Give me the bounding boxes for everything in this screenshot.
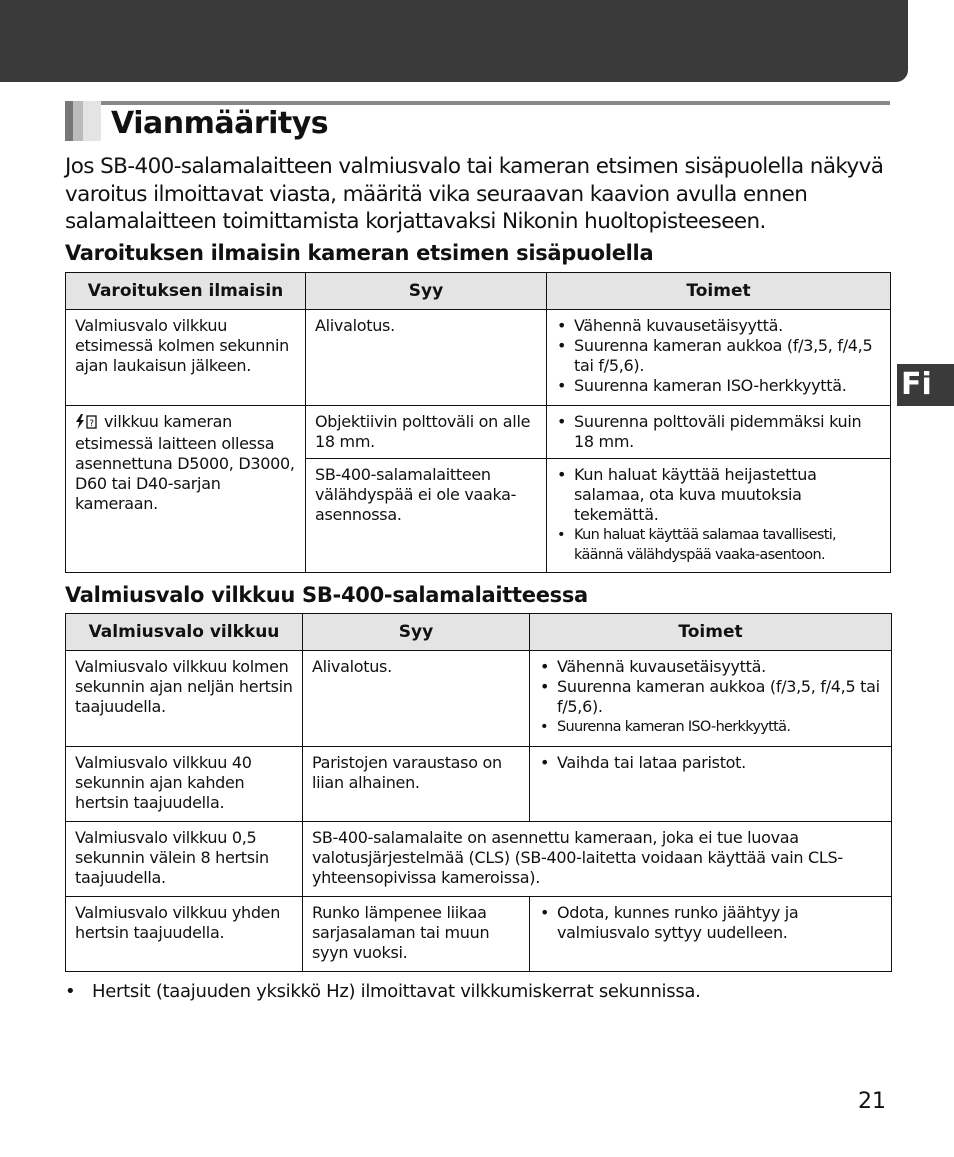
actions-cell [530,651,892,747]
table-header-row [66,614,892,651]
cause-cell: Alivalotus. [303,651,530,747]
list-item: • Vähennä kuvausetäisyyttä. [539,657,883,677]
list-item: • Suurenna polttoväli pidemmäksi kuin 18 mm. [556,412,882,452]
list-item: • Suurenna kameran ISO-herkkyyttä. [556,376,882,396]
intro-paragraph: Jos SB-400-salamalaitteen valmiusvalo tai kameran etsimen sisäpuolella näkyvä varoitus ilmoittavat viasta, määritä vika seuraavan kaavion avulla ennen salamalaitteen toimittamista korjattavaksi Nikonin huoltopisteeseen. [65,154,884,234]
list-item: • Vähennä kuvausetäisyyttä. [556,316,882,336]
page-title: Vianmääritys [111,106,329,141]
table-row [66,406,891,459]
column-header: Syy [306,273,547,310]
footnote-text: Hertsit (taajuuden yksikkö Hz) ilmoittavat vilkkumiskerrat sekunnissa. [92,981,701,1002]
page-number: 21 [858,1089,886,1114]
cause-cell: Alivalotus. [306,310,547,406]
indicator-cell [66,406,306,573]
column-header: Toimet [530,614,892,651]
header-bar [0,0,908,82]
indicator-cell: Valmiusvalo vilkkuu etsimessä kolmen sekunnin ajan laukaisun jälkeen. [66,310,306,406]
column-header: Toimet [547,273,891,310]
indicator-cell: Valmiusvalo vilkkuu 0,5 sekunnin välein 8 hertsin taajuudella. [66,822,303,897]
column-header: Varoituksen ilmaisin [66,273,306,310]
list-item: • Suurenna kameran aukkoa (f/3,5, f/4,5 tai f/5,6). [556,336,882,376]
actions-cell [530,747,892,822]
table-header-row [66,273,891,310]
cause-cell: Runko lämpenee liikaa sarjasalaman tai muun syyn vuoksi. [303,897,530,972]
cause-cell: SB-400-salamalaitteen välähdyspää ei ole vaaka-asennossa. [306,459,547,573]
table-row [66,897,892,972]
actions-cell [547,310,891,406]
indicator-cell: Valmiusvalo vilkkuu kolmen sekunnin ajan neljän hertsin taajuudella. [66,651,303,747]
column-header: Syy [303,614,530,651]
language-tab: Fi [897,364,954,406]
viewfinder-warning-table [65,272,891,573]
indicator-text: vilkkuu kameran etsimessä laitteen ollessa asennettuna D5000, D3000, D60 tai D40-sarjan kameraan. [75,412,295,513]
indicator-cell: Valmiusvalo vilkkuu yhden hertsin taajuudella. [66,897,303,972]
actions-cell [530,897,892,972]
list-item: • Vaihda tai lataa paristot. [539,753,883,773]
table-row [66,747,892,822]
footnote [65,981,895,1002]
section-heading-sb400: Valmiusvalo vilkkuu SB-400-salamalaitteessa [65,583,588,607]
bullet-icon: • [65,981,76,1002]
section-heading-viewfinder: Varoituksen ilmaisin kameran etsimen sisäpuolella [65,241,654,265]
list-item: • Odota, kunnes runko jäähtyy ja valmiusvalo syttyy uudelleen. [539,903,883,943]
cause-cell: Paristojen varaustaso on liian alhainen. [303,747,530,822]
cause-cell: Objektiivin polttoväli on alle 18 mm. [306,406,547,459]
cause-cell: SB-400-salamalaite on asennettu kameraan, joka ei tue luovaa valotusjärjestelmää (CLS) (SB-400-laitetta voidaan käyttää vain CLS-yhteensopivissa kameroissa). [303,822,892,897]
column-header: Valmiusvalo vilkkuu [66,614,303,651]
list-item: • Kun haluat käyttää heijastettua salamaa, ota kuva muutoksia tekemättä. [556,465,882,525]
ready-light-table [65,613,892,972]
flash-ready-icon [75,414,99,434]
table-row [66,651,892,747]
title-rule [65,101,890,105]
list-item: • Kun haluat käyttää salamaa tavallisesti, käännä välähdyspää vaaka-asentoon. [556,525,882,565]
actions-cell [547,406,891,459]
svg-text:?: ? [89,419,94,429]
actions-cell [547,459,891,573]
list-item: • Suurenna kameran ISO-herkkyyttä. [539,717,883,737]
indicator-cell: Valmiusvalo vilkkuu 40 sekunnin ajan kahden hertsin taajuudella. [66,747,303,822]
table-row [66,310,891,406]
list-item: • Suurenna kameran aukkoa (f/3,5, f/4,5 tai f/5,6). [539,677,883,717]
title-marker [65,101,101,141]
table-row [66,822,892,897]
